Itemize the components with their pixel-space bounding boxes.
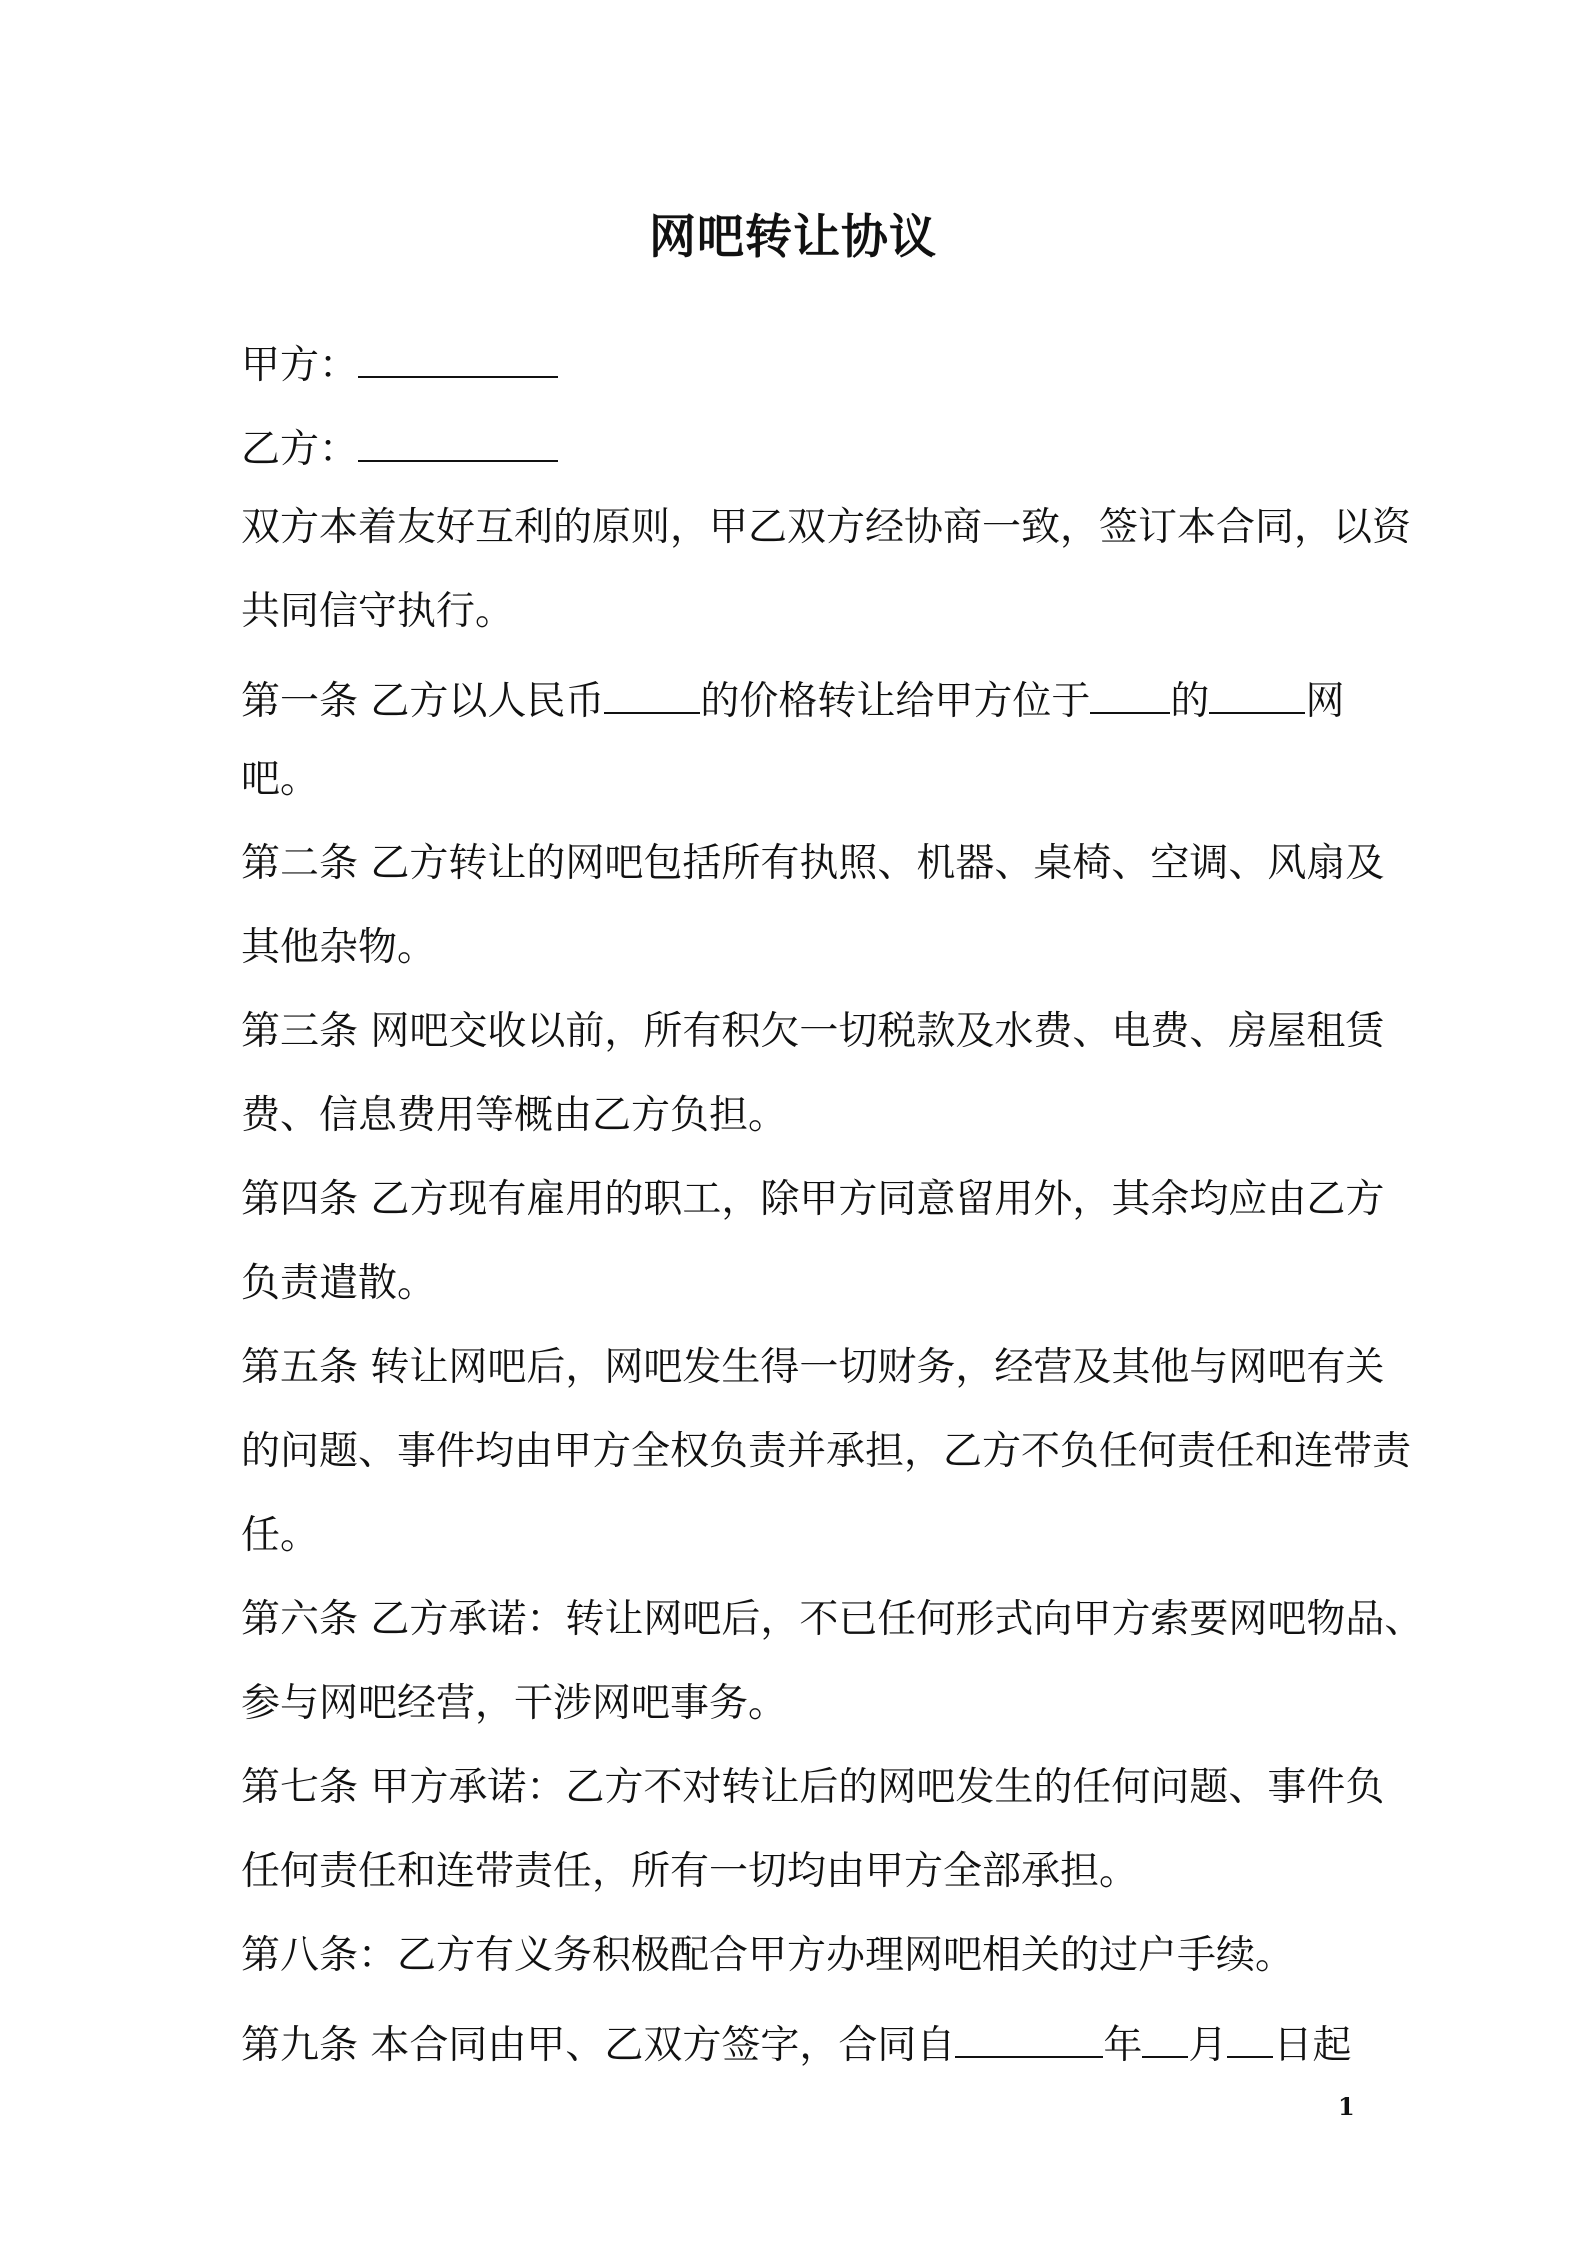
document-title: 网吧转让协议: [649, 210, 937, 265]
article-1-text-a: 第一条 乙方以人民币: [241, 679, 605, 724]
month-blank[interactable]: [1142, 2017, 1188, 2058]
day-blank[interactable]: [1227, 2017, 1273, 2058]
article-1-text-d: 网: [1305, 679, 1345, 724]
article-1-line-1: [241, 673, 1344, 726]
article-9-year: 年: [1103, 2023, 1143, 2068]
article-5-line-3: 任。: [241, 1513, 320, 1558]
year-blank[interactable]: [955, 2017, 1103, 2058]
article-1-text-b: 的价格转让给甲方位于: [700, 679, 1091, 724]
party-b-label: 乙方：: [241, 427, 359, 472]
article-2-line-2: 其他杂物。: [241, 925, 437, 970]
article-9-text-a: 第九条 本合同由甲、乙双方签字，合同自: [241, 2023, 956, 2068]
article-1-line-2: 吧。: [241, 757, 320, 802]
party-b-line: [241, 421, 558, 474]
article-9-day: 日起: [1273, 2023, 1352, 2068]
article-6-line-1: 第六条 乙方承诺：转让网吧后，不已任何形式向甲方索要网吧物品、: [241, 1597, 1424, 1642]
article-4-line-1: 第四条 乙方现有雇用的职工，除甲方同意留用外，其余均应由乙方: [241, 1177, 1385, 1222]
page-number: 1: [1338, 2092, 1355, 2121]
article-9-month: 月: [1188, 2023, 1228, 2068]
article-3-line-2: 费、信息费用等概由乙方负担。: [241, 1093, 788, 1138]
article-5-line-1: 第五条 转让网吧后，网吧发生得一切财务，经营及其他与网吧有关: [241, 1345, 1385, 1390]
article-2-line-1: 第二条 乙方转让的网吧包括所有执照、机器、桌椅、空调、风扇及: [241, 841, 1385, 886]
article-9-line-1: [241, 2017, 1351, 2070]
price-blank[interactable]: [604, 673, 700, 714]
intro-line-2: 共同信守执行。: [241, 589, 515, 634]
party-b-blank[interactable]: [358, 421, 558, 462]
article-1-text-c: 的: [1170, 679, 1210, 724]
party-a-line: [241, 337, 558, 390]
article-4-line-2: 负责遣散。: [241, 1261, 437, 1306]
article-8-line-1: 第八条：乙方有义务积极配合甲方办理网吧相关的过户手续。: [241, 1933, 1295, 1978]
article-3-line-1: 第三条 网吧交收以前，所有积欠一切税款及水费、电费、房屋租赁: [241, 1009, 1385, 1054]
article-7-line-1: 第七条 甲方承诺：乙方不对转让后的网吧发生的任何问题、事件负: [241, 1765, 1385, 1810]
location-blank[interactable]: [1090, 673, 1170, 714]
intro-line-1: 双方本着友好互利的原则，甲乙双方经协商一致，签订本合同，以资: [241, 505, 1412, 550]
article-6-line-2: 参与网吧经营，干涉网吧事务。: [241, 1681, 788, 1726]
article-5-line-2: 的问题、事件均由甲方全权负责并承担，乙方不负任何责任和连带责: [241, 1429, 1412, 1474]
article-7-line-2: 任何责任和连带责任，所有一切均由甲方全部承担。: [241, 1849, 1139, 1894]
party-a-label: 甲方：: [241, 343, 359, 388]
party-a-blank[interactable]: [358, 337, 558, 378]
name-blank[interactable]: [1209, 673, 1305, 714]
